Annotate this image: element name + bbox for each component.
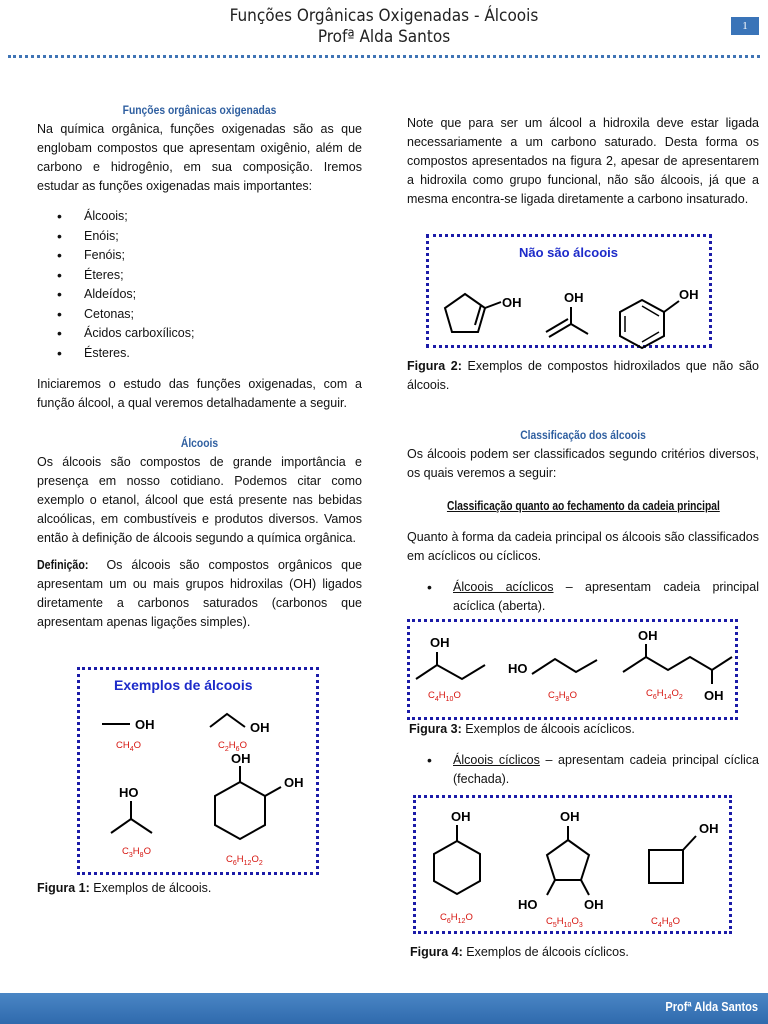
page-number-badge: 1 (731, 17, 759, 35)
figure-3-caption: Figura 3: Exemplos de álcoois acíclicos. (409, 722, 635, 736)
header-divider (8, 55, 760, 58)
acyclic-item: • Álcoois acíclicos – apresentam cadeia principal acíclica (aberta). (427, 579, 759, 613)
list-item: • Éteres; (57, 266, 362, 286)
figure-4-box (413, 795, 732, 934)
oh-label: OH (284, 775, 304, 790)
acyclic-description: – apresentam cadeia principal acíclica (aberta). (453, 580, 759, 613)
list-item: • Cetonas; (57, 305, 362, 325)
page-header (0, 0, 768, 66)
right-column-classification (407, 426, 759, 616)
formula-cyclobutanol: $C_4H_8O$ (651, 916, 680, 929)
left-column (37, 101, 362, 632)
oh-label: OH (430, 635, 450, 650)
formula-ethanol: $C_2H_6O$ (218, 740, 247, 753)
cyclic-term: Álcoois cíclicos (453, 753, 540, 767)
list-item: • Enóis; (57, 227, 362, 247)
oh-label: OH (564, 290, 584, 305)
intro-paragraph: Na química orgânica, funções oxigenadas são as que englobam compostos que apresentam oxigênio, além de carbono e hidrogênio, em sua composição. Iremos estudar as funções oxigenadas mais importantes: (37, 122, 362, 193)
figure-3-box (407, 619, 738, 720)
ho-label: HO (508, 661, 528, 676)
figure-1-box (77, 667, 319, 875)
figure-4-caption: Figura 4: Exemplos de álcoois cíclicos. (410, 945, 629, 959)
cyclic-description: – apresentam cadeia principal cíclica (fechada). (453, 753, 759, 786)
definition-text: Os álcoois são compostos orgânicos que apresentam um ou mais grupos hidroxilas (OH) ligados diretamente a carbonos saturados (carbonos que apresentam apenas ligações simples). (37, 558, 362, 629)
cyclic-item: • Álcoois cíclicos – apresentam cadeia principal cíclica (fechada). (427, 752, 759, 786)
figure-1-caption: Figura 1: Exemplos de álcoois. (37, 881, 212, 895)
formula-methanol: $CH_4O$ (116, 740, 142, 753)
oh-label: OH (451, 809, 471, 824)
formula-hexanediol: $C_6H_{14}O_2$ (646, 688, 683, 701)
figure-1-heading: Exemplos de álcoois (114, 677, 253, 693)
ho-label: HO (518, 897, 538, 912)
figure-2-heading: Não são álcoois (519, 245, 618, 260)
formula-propanol: $C_3H_8O$ (548, 690, 577, 703)
list-item: • Fenóis; (57, 246, 362, 266)
oh-label: OH (584, 897, 604, 912)
formula-butanol: $C_4H_{10}O$ (428, 690, 461, 703)
oh-label: OH (502, 295, 522, 310)
figure-2-caption: Figura 2: Exemplos de compostos hidroxilados que não são álcoois. (407, 359, 759, 392)
page-footer (0, 993, 768, 1024)
formula-cyclohexanol: $C_6H_{12}O$ (440, 912, 473, 925)
functions-list (57, 207, 362, 363)
section-title-oxygenated: Funções orgânicas oxigenadas (122, 103, 277, 117)
cyclohexanediol-structure (80, 670, 322, 878)
oh-label: OH (250, 720, 270, 735)
note-paragraph: Note que para ser um álcool a hidroxila deve estar ligada necessariamente a um carbono saturado. Desta forma os compostos apresentados na figura 2, apesar de apresentarem a hidroxila como grupo funcional, não são álcoois, já que a mesma encontra-se ligada diretamente a carbono insaturado. (407, 116, 759, 206)
subsection-paragraph: Quanto à forma da cadeia principal os álcoois são classificados em acíclicos ou cíclicos. (407, 530, 759, 563)
ho-label: HO (119, 785, 139, 800)
cyclobutanol-structure (416, 798, 735, 937)
acyclic-term: Álcoois acíclicos (453, 580, 554, 594)
definition-label: Definição: (37, 558, 89, 572)
list-item: • Álcoois; (57, 207, 362, 227)
figure-2-box (426, 234, 712, 348)
list-item: • Ácidos carboxílicos; (57, 324, 362, 344)
oh-label: OH (699, 821, 719, 836)
oh-label: OH (231, 751, 251, 766)
list-item: • Ésteres. (57, 344, 362, 364)
oh-label: OH (560, 809, 580, 824)
intro-closing-paragraph: Iniciaremos o estudo das funções oxigenadas, com a função álcool, a qual veremos detalhadamente a seguir. (37, 377, 362, 410)
oh-label: OH (704, 688, 724, 703)
formula-isopropanol: $C_3H_8O$ (122, 846, 151, 859)
section-title-classification: Classificação dos álcoois (520, 428, 646, 442)
footer-author: Profª Alda Santos (665, 999, 758, 1014)
oh-label: OH (679, 287, 699, 302)
right-column-top (407, 114, 759, 209)
definition-paragraph (37, 556, 362, 632)
phenol-structure (429, 237, 715, 351)
list-item: • Aldeídos; (57, 285, 362, 305)
formula-cyclopentanetriol: $C_5H_{10}O_3$ (546, 916, 583, 929)
document-title: Funções Orgânicas Oxigenadas - Álcoois (229, 6, 539, 26)
hexanediol-structure (410, 622, 741, 723)
section-title-alcools: Álcoois (180, 436, 219, 450)
document-author: Profª Alda Santos (317, 27, 451, 47)
oh-label: OH (638, 628, 658, 643)
classification-paragraph: Os álcoois podem ser classificados segundo critérios diversos, os quais veremos a seguir: (407, 447, 759, 480)
formula-cyclohexanediol: $C_6H_{12}O_2$ (226, 854, 263, 867)
oh-label: OH (135, 717, 155, 732)
alcools-paragraph: Os álcoois são compostos de grande importância e presença em nosso cotidiano. Podemos citar como exemplo o etanol, álcool que está presente nas bebidas alcoólicas, em combustíveis e produtos diversos. Vamos então à definição de álcoois segundo a química orgânica. (37, 455, 362, 545)
subsection-title: Classificação quanto ao fechamento da cadeia principal (446, 499, 720, 513)
